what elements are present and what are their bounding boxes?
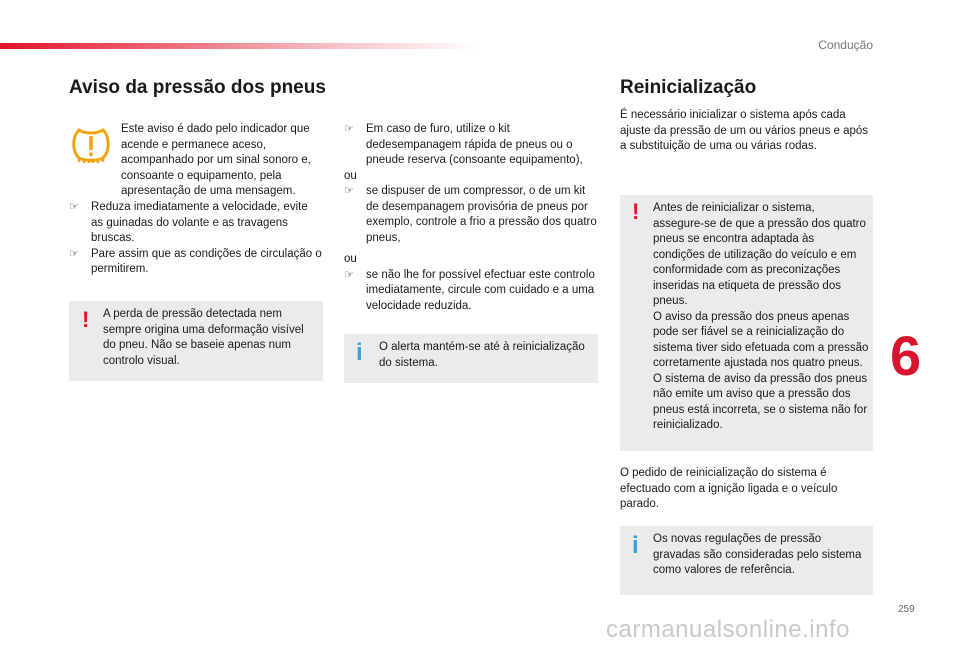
warning-box <box>620 195 873 451</box>
left-bullet-list <box>69 200 323 278</box>
info-text: O alerta mantém-se até à reinicialização do sistema. <box>379 341 585 369</box>
right-title: Reinicialização <box>620 77 757 98</box>
arrow-bullet-icon: ☞ <box>344 123 354 135</box>
warning-exclamation-icon: ! <box>632 199 640 224</box>
arrow-bullet-icon: ☞ <box>344 185 354 197</box>
arrow-bullet-icon: ☞ <box>69 201 79 213</box>
info-box <box>620 526 873 595</box>
list-item: ☞ se não lhe for possível efectuar este controlo imediatamente, circule com cuidado e a uma velocidade reduzida. <box>344 268 595 312</box>
separator-ou: ou <box>344 169 357 182</box>
warning-exclamation-icon: ! <box>82 307 90 332</box>
arrow-bullet-icon: ☞ <box>344 268 354 281</box>
watermark: carmanualsonline.info <box>606 616 850 643</box>
warning-text: Antes de reinicializar o sistema, assegure-se de que a pressão dos quatro pneus se encontra adaptada às condições de utilização do veículo e em conformidade com as preconizações inseridas na etiqueta de pressão dos pneus. O aviso da pressão dos pneus apenas pode ser fiável se a reinicialização do sistema tiver sido efetuada com a pressão corretamente ajustada nos quatro pneus. O sistema de aviso da pressão dos pneus não emite um aviso que a pressão dos pneus está incorreta, se o sistema não for reinicializado. <box>653 202 869 431</box>
right-paragraph-1: É necessário inicializar o sistema após cada ajuste da pressão de um ou vários pneus e após a substituição de uma ou várias rodas. <box>620 109 869 152</box>
right-paragraph-2: O pedido de reinicialização do sistema é efectuado com a ignição ligada e o veículo parado. <box>620 467 838 510</box>
separator-ou: ou <box>344 253 357 265</box>
tyre-pressure-warning-icon <box>71 125 111 165</box>
page-number: 259 <box>898 604 915 615</box>
info-icon: i <box>356 339 363 366</box>
list-item: ☞ se dispuser de um compressor, o de um kit de desempanagem provisória de pneus por exemplo, controle a frio a pressão dos quatro pneus, <box>344 185 597 244</box>
info-box <box>344 334 598 383</box>
left-intro: Este aviso é dado pelo indicador que acende e permanece aceso, acompanhado por um sinal sonoro e, consoante o equipamento, pela apresentação de uma mensagem. <box>121 123 311 197</box>
list-item: ☞ Reduza imediatamente a velocidade, evite as guinadas do volante e as travagens bruscas. <box>69 201 308 244</box>
header-accent-bar <box>0 43 480 49</box>
warning-box <box>69 301 323 381</box>
chapter-number: 6 <box>890 324 922 387</box>
left-title: Aviso da pressão dos pneus <box>69 77 326 98</box>
arrow-bullet-icon: ☞ <box>69 247 79 260</box>
section-label: Condução <box>818 38 873 52</box>
list-item: ☞ Pare assim que as condições de circulação o permitirem. <box>69 247 322 275</box>
info-icon: i <box>632 532 639 559</box>
middle-list <box>344 122 598 314</box>
list-item: ☞ Em caso de furo, utilize o kit dedesempanagem rápida de pneus ou o pneude reserva (consoante equipamento), <box>344 123 583 166</box>
info-text: Os novas regulações de pressão gravadas são consideradas pelo sistema como valores de referência. <box>653 533 862 576</box>
warning-text: A perda de pressão detectada nem sempre origina uma deformação visível do pneu. Não se baseie apenas num controlo visual. <box>103 308 304 367</box>
